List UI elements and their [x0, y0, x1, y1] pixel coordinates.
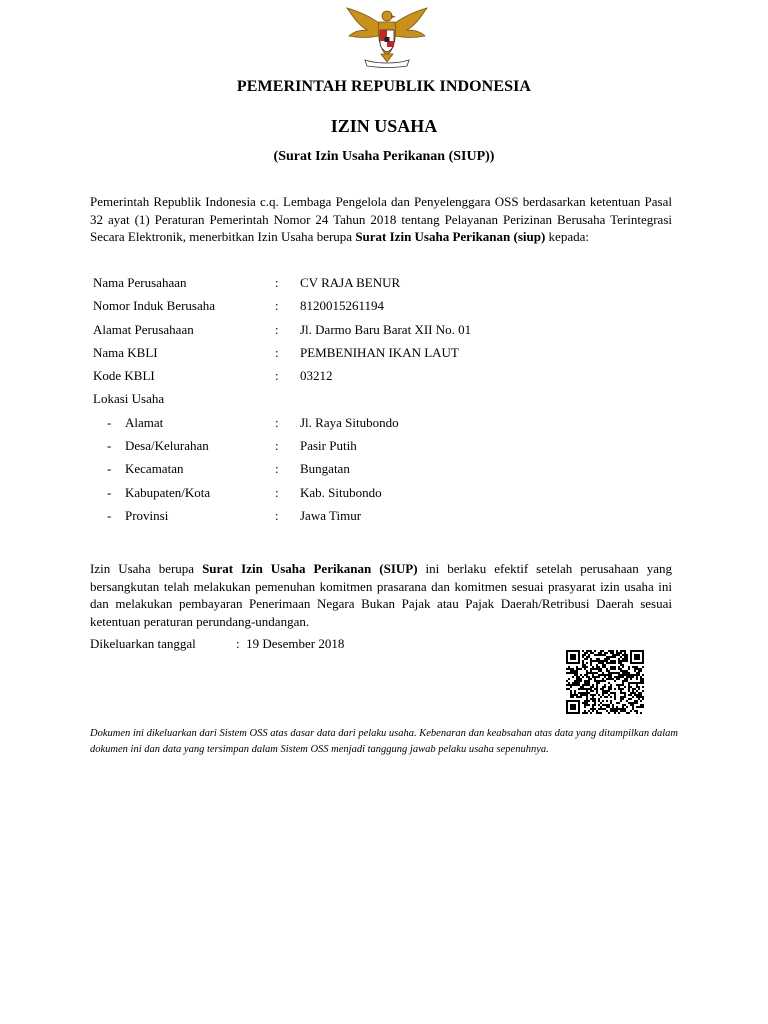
location-label: - Alamat	[107, 414, 164, 430]
bullet-dash: -	[107, 461, 112, 477]
field-row-company-address	[93, 322, 653, 345]
bullet-dash: -	[107, 484, 112, 500]
garuda-pancasila-emblem	[343, 6, 431, 68]
field-label: Alamat Perusahaan	[93, 321, 194, 337]
field-value: 8120015261194	[300, 298, 385, 314]
field-separator: :	[275, 414, 279, 430]
field-row-kbli-code	[93, 368, 653, 391]
validity-paragraph: Izin Usaha berupa Surat Izin Usaha Perikanan (SIUP) ini berlaku efektif setelah perusahaan yang bersangkutan telah melakukan pemenuhan komitmen prasarana dan komitmen sesuai prasyarat izin usaha ini dan melakukan pembayaran Penerimaan Negara Bukan Pajak atau Pajak Daerah/Retribusi Daerah sesuai ketentuan peraturan perundang-undangan.	[90, 561, 672, 629]
field-row-company-name	[93, 275, 653, 298]
field-separator: :	[275, 484, 279, 500]
field-separator: :	[275, 461, 279, 477]
field-value: Kab. Situbondo	[300, 484, 382, 500]
field-value: Jl. Darmo Baru Barat XII No. 01	[300, 321, 472, 337]
document-title: IZIN USAHA	[330, 116, 438, 136]
field-value: CV RAJA BENUR	[300, 275, 401, 290]
location-heading: Lokasi Usaha	[93, 391, 165, 407]
issue-date	[90, 636, 344, 652]
intro-paragraph: Pemerintah Republik Indonesia c.q. Lembaga Pengelola dan Penyelenggara OSS berdasarkan ketentuan Pasal 32 ayat (1) Peraturan Pemerintah Nomor 24 Tahun 2018 tentang Pelayanan Perizinan Berusaha Terintegrasi Secara Elektronik, menerbitkan Izin Usaha berupa Surat Izin Usaha Perikanan (siup) kepada:	[90, 194, 672, 244]
field-separator: :	[275, 275, 279, 290]
location-row-regency	[93, 485, 653, 508]
field-label: Nama KBLI	[93, 344, 158, 360]
field-row-nib	[93, 298, 653, 321]
field-separator: :	[275, 298, 279, 314]
company-details	[93, 275, 653, 531]
location-row-village	[93, 438, 653, 461]
field-label: Nomor Induk Berusaha	[93, 298, 216, 314]
location-label: - Desa/Kelurahan	[107, 438, 209, 454]
location-label: - Kecamatan	[107, 461, 184, 477]
field-value: Jl. Raya Situbondo	[300, 414, 399, 430]
issue-date-label: Dikeluarkan tanggal	[90, 636, 196, 651]
field-separator: :	[275, 368, 279, 384]
field-value: 03212	[300, 368, 333, 384]
field-value: Pasir Putih	[300, 438, 357, 454]
field-row-kbli-name	[93, 345, 653, 368]
field-label: Nama Perusahaan	[93, 275, 187, 290]
document-subtitle: (Surat Izin Usaha Perikanan (SIUP))	[273, 149, 495, 164]
field-value: Jawa Timur	[300, 507, 362, 523]
field-separator: :	[275, 507, 279, 523]
location-row-province	[93, 508, 653, 531]
issue-date-separator: :	[236, 636, 240, 651]
location-row-district	[93, 461, 653, 484]
bullet-dash: -	[107, 507, 112, 523]
location-heading-row	[93, 391, 653, 414]
field-separator: :	[275, 344, 279, 360]
disclaimer-text: Dokumen ini dikeluarkan dari Sistem OSS atas dasar data dari pelaku usaha. Kebenaran dan keabsahan atas data yang ditampilkan dalam dokumen ini dan data yang tersimpan dalam Sistem OSS menjadi tanggung jawab pelaku usaha sepenuhnya.	[90, 728, 678, 755]
field-separator: :	[275, 321, 279, 337]
field-label: Kode KBLI	[93, 368, 155, 384]
field-separator: :	[275, 438, 279, 454]
location-label: - Kabupaten/Kota	[107, 484, 211, 500]
field-value: PEMBENIHAN IKAN LAUT	[300, 344, 459, 360]
location-row-address	[93, 415, 653, 438]
government-heading: PEMERINTAH REPUBLIK INDONESIA	[236, 78, 532, 95]
bullet-dash: -	[107, 414, 112, 430]
field-value: Bungatan	[300, 461, 350, 477]
issue-date-value: 19 Desember 2018	[246, 636, 345, 651]
location-label: - Provinsi	[107, 507, 169, 523]
qr-code-icon	[566, 650, 644, 714]
bullet-dash: -	[107, 438, 112, 454]
